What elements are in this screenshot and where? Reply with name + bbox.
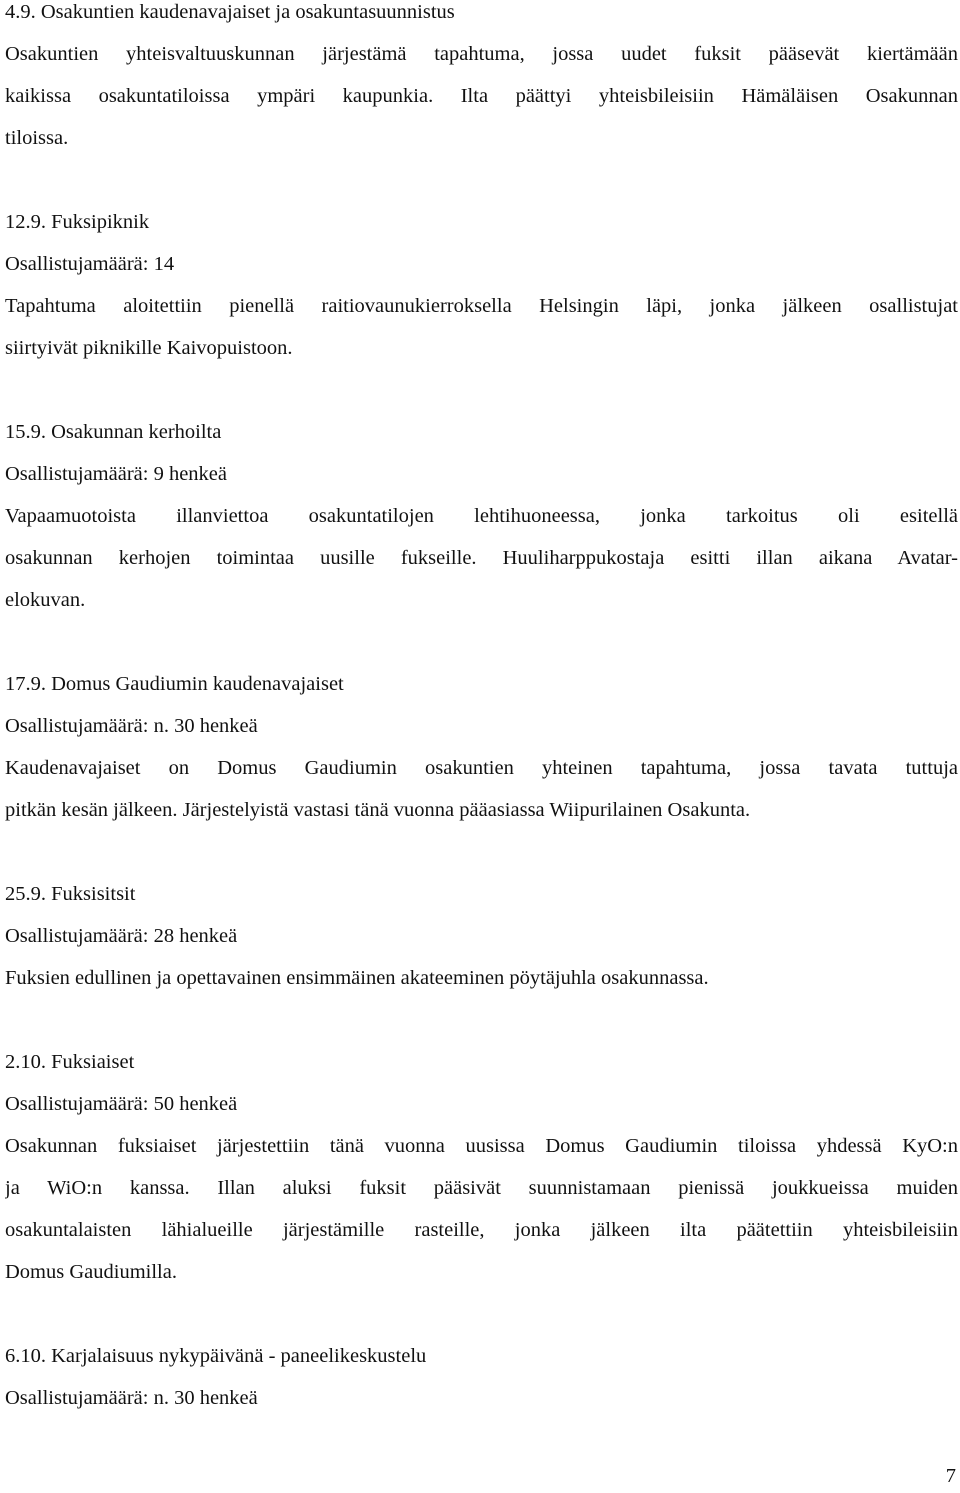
paragraph-line: pitkän kesän jälkeen. Järjestelyistä vastasi tänä vuonna pääasiassa Wiipurilainen Osakunta. (5, 799, 751, 821)
event-participants: Osallistujamäärä: 28 henkeä (5, 925, 238, 947)
paragraph-line: Vapaamuotoista illanviettoa osakuntatilojen lehtihuoneessa, jonka tarkoitus oli esitellä (5, 505, 958, 527)
event-entry (5, 873, 958, 999)
intro-paragraph (5, 33, 958, 159)
event-participants: Osallistujamäärä: 50 henkeä (5, 1093, 238, 1115)
spacer (5, 999, 958, 1041)
event-title: 15.9. Osakunnan kerhoilta (5, 421, 222, 443)
paragraph-line: elokuvan. (5, 589, 86, 611)
paragraph-line: osakunnan kerhojen toimintaa uusille fukseille. Huuliharppukostaja esitti illan aikana Avatar- (5, 547, 958, 569)
paragraph-line: Tapahtuma aloitettiin pienellä raitiovaunukierroksella Helsingin läpi, jonka jälkeen osallistujat (5, 295, 958, 317)
spacer (5, 369, 958, 411)
event-title: 6.10. Karjalaisuus nykypäivänä - paneelikeskustelu (5, 1345, 427, 1367)
event-entry (5, 201, 958, 369)
document-body (5, 33, 958, 1419)
spacer (5, 159, 958, 201)
spacer (5, 831, 958, 873)
event-participants: Osallistujamäärä: 9 henkeä (5, 463, 227, 485)
event-entry (5, 1335, 958, 1419)
paragraph-line: tiloissa. (5, 127, 69, 149)
event-participants: Osallistujamäärä: n. 30 henkeä (5, 715, 258, 737)
event-entry (5, 663, 958, 831)
event-entry (5, 1041, 958, 1293)
paragraph-line: Osakunnan fuksiaiset järjestettiin tänä vuonna uusissa Domus Gaudiumin tiloissa yhdessä KyO:n (5, 1135, 958, 1157)
event-title: 17.9. Domus Gaudiumin kaudenavajaiset (5, 673, 344, 695)
paragraph-line: Kaudenavajaiset on Domus Gaudiumin osakuntien yhteinen tapahtuma, jossa tavata tuttuja (5, 757, 958, 779)
paragraph-line: siirtyivät piknikille Kaivopuistoon. (5, 337, 293, 359)
spacer (5, 1293, 958, 1335)
event-title: 25.9. Fuksisitsit (5, 883, 136, 905)
paragraph-line: Fuksien edullinen ja opettavainen ensimmäinen akateeminen pöytäjuhla osakunnassa. (5, 967, 709, 989)
event-entry (5, 411, 958, 621)
paragraph-line: kaikissa osakuntatiloissa ympäri kaupunkia. Ilta päättyi yhteisbileisiin Hämäläisen Osakunnan (5, 85, 958, 107)
event-title: 12.9. Fuksipiknik (5, 211, 150, 233)
paragraph-line: osakuntalaisten lähialueille järjestämille rasteille, jonka jälkeen ilta päätettiin yhteisbileisiin (5, 1219, 958, 1241)
paragraph-line: Domus Gaudiumilla. (5, 1261, 177, 1283)
page-number: 7 (945, 1465, 956, 1487)
paragraph-line: ja WiO:n kanssa. Illan aluksi fuksit pääsivät suunnistamaan pienissä joukkueissa muiden (5, 1177, 958, 1199)
event-title: 2.10. Fuksiaiset (5, 1051, 135, 1073)
event-participants: Osallistujamäärä: n. 30 henkeä (5, 1387, 258, 1409)
paragraph-line: Osakuntien yhteisvaltuuskunnan järjestämä tapahtuma, jossa uudet fuksit pääsevät kiertämään (5, 43, 958, 65)
section-heading: 4.9. Osakuntien kaudenavajaiset ja osakuntasuunnistus (5, 1, 455, 23)
event-participants: Osallistujamäärä: 14 (5, 253, 175, 275)
spacer (5, 621, 958, 663)
